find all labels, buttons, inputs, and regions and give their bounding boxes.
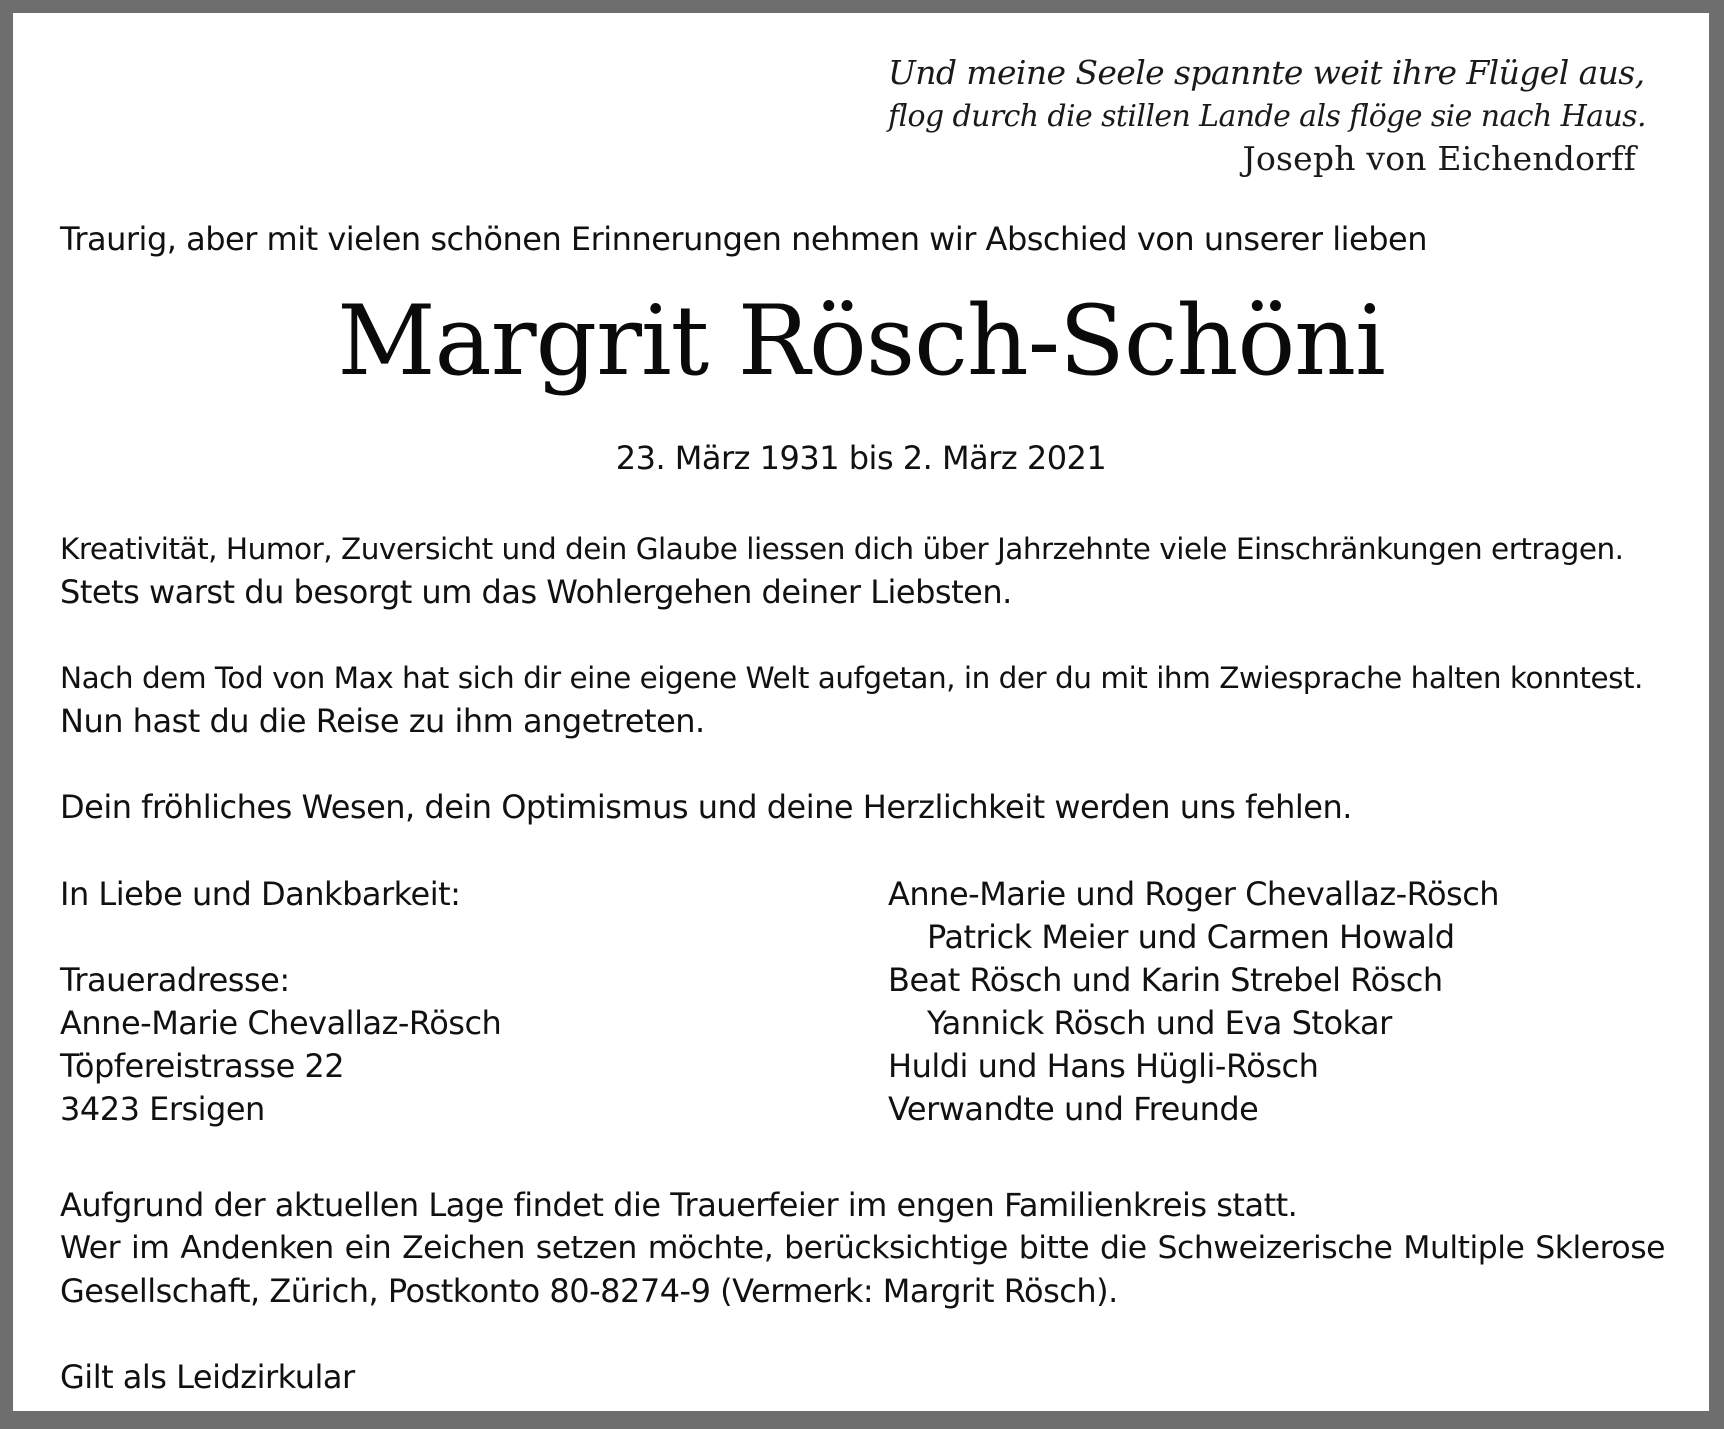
mourner-1: Anne-Marie und Roger Chevallaz-Rösch — [888, 875, 1500, 913]
quote-author: Joseph von Eichendorff — [1242, 139, 1636, 178]
mourner-5: Huldi und Hans Hügli-Rösch — [888, 1047, 1319, 1085]
intro-text: Traurig, aber mit vielen schönen Erinnerungen nehmen wir Abschied von unserer lieben — [60, 220, 1427, 258]
paragraph-1-line-1: Kreativität, Humor, Zuversicht und dein Glaube liessen dich über Jahrzehnte viele Einschränkungen ertragen. — [60, 532, 1624, 566]
footer-note: Gilt als Leidzirkular — [60, 1358, 355, 1396]
mourner-2: Patrick Meier und Carmen Howald — [927, 918, 1455, 956]
paragraph-2-line-1: Nach dem Tod von Max hat sich dir eine eigene Welt aufgetan, in der du mit ihm Zwiesprache halten konntest. — [60, 661, 1643, 695]
mourner-3: Beat Rösch und Karin Strebel Rösch — [888, 961, 1443, 999]
address-street: Töpfereistrasse 22 — [60, 1047, 345, 1085]
mourner-6: Verwandte und Freunde — [888, 1090, 1259, 1128]
thanks-label: In Liebe und Dankbarkeit: — [60, 875, 461, 913]
quote-line-2: flog durch die stillen Lande als flöge sie nach Haus. — [888, 99, 1646, 134]
paragraph-2-line-2: Nun hast du die Reise zu ihm angetreten. — [60, 702, 705, 740]
closing-line-3: Gesellschaft, Zürich, Postkonto 80-8274-9 (Vermerk: Margrit Rösch). — [60, 1272, 1118, 1310]
paragraph-1-line-2: Stets warst du besorgt um das Wohlergehen deiner Liebsten. — [60, 573, 1012, 611]
closing-line-2: Wer im Andenken ein Zeichen setzen möchte, berücksichtige bitte die Schweizerische Multiple Sklerose — [60, 1230, 1665, 1266]
quote-line-1: Und meine Seele spannte weit ihre Flügel aus, — [888, 53, 1645, 92]
address-city: 3423 Ersigen — [60, 1090, 265, 1128]
address-name: Anne-Marie Chevallaz-Rösch — [60, 1004, 502, 1042]
mourner-4: Yannick Rösch und Eva Stokar — [927, 1004, 1392, 1042]
closing-line-1: Aufgrund der aktuellen Lage findet die Trauerfeier im engen Familienkreis statt. — [60, 1186, 1298, 1224]
address-label: Traueradresse: — [60, 961, 290, 999]
life-dates: 23. März 1931 bis 2. März 2021 — [615, 439, 1107, 477]
paragraph-3-line-1: Dein fröhliches Wesen, dein Optimismus und deine Herzlichkeit werden uns fehlen. — [60, 788, 1352, 826]
deceased-name: Margrit Rösch-Schöni — [337, 285, 1385, 397]
obituary-notice — [13, 13, 1709, 1411]
